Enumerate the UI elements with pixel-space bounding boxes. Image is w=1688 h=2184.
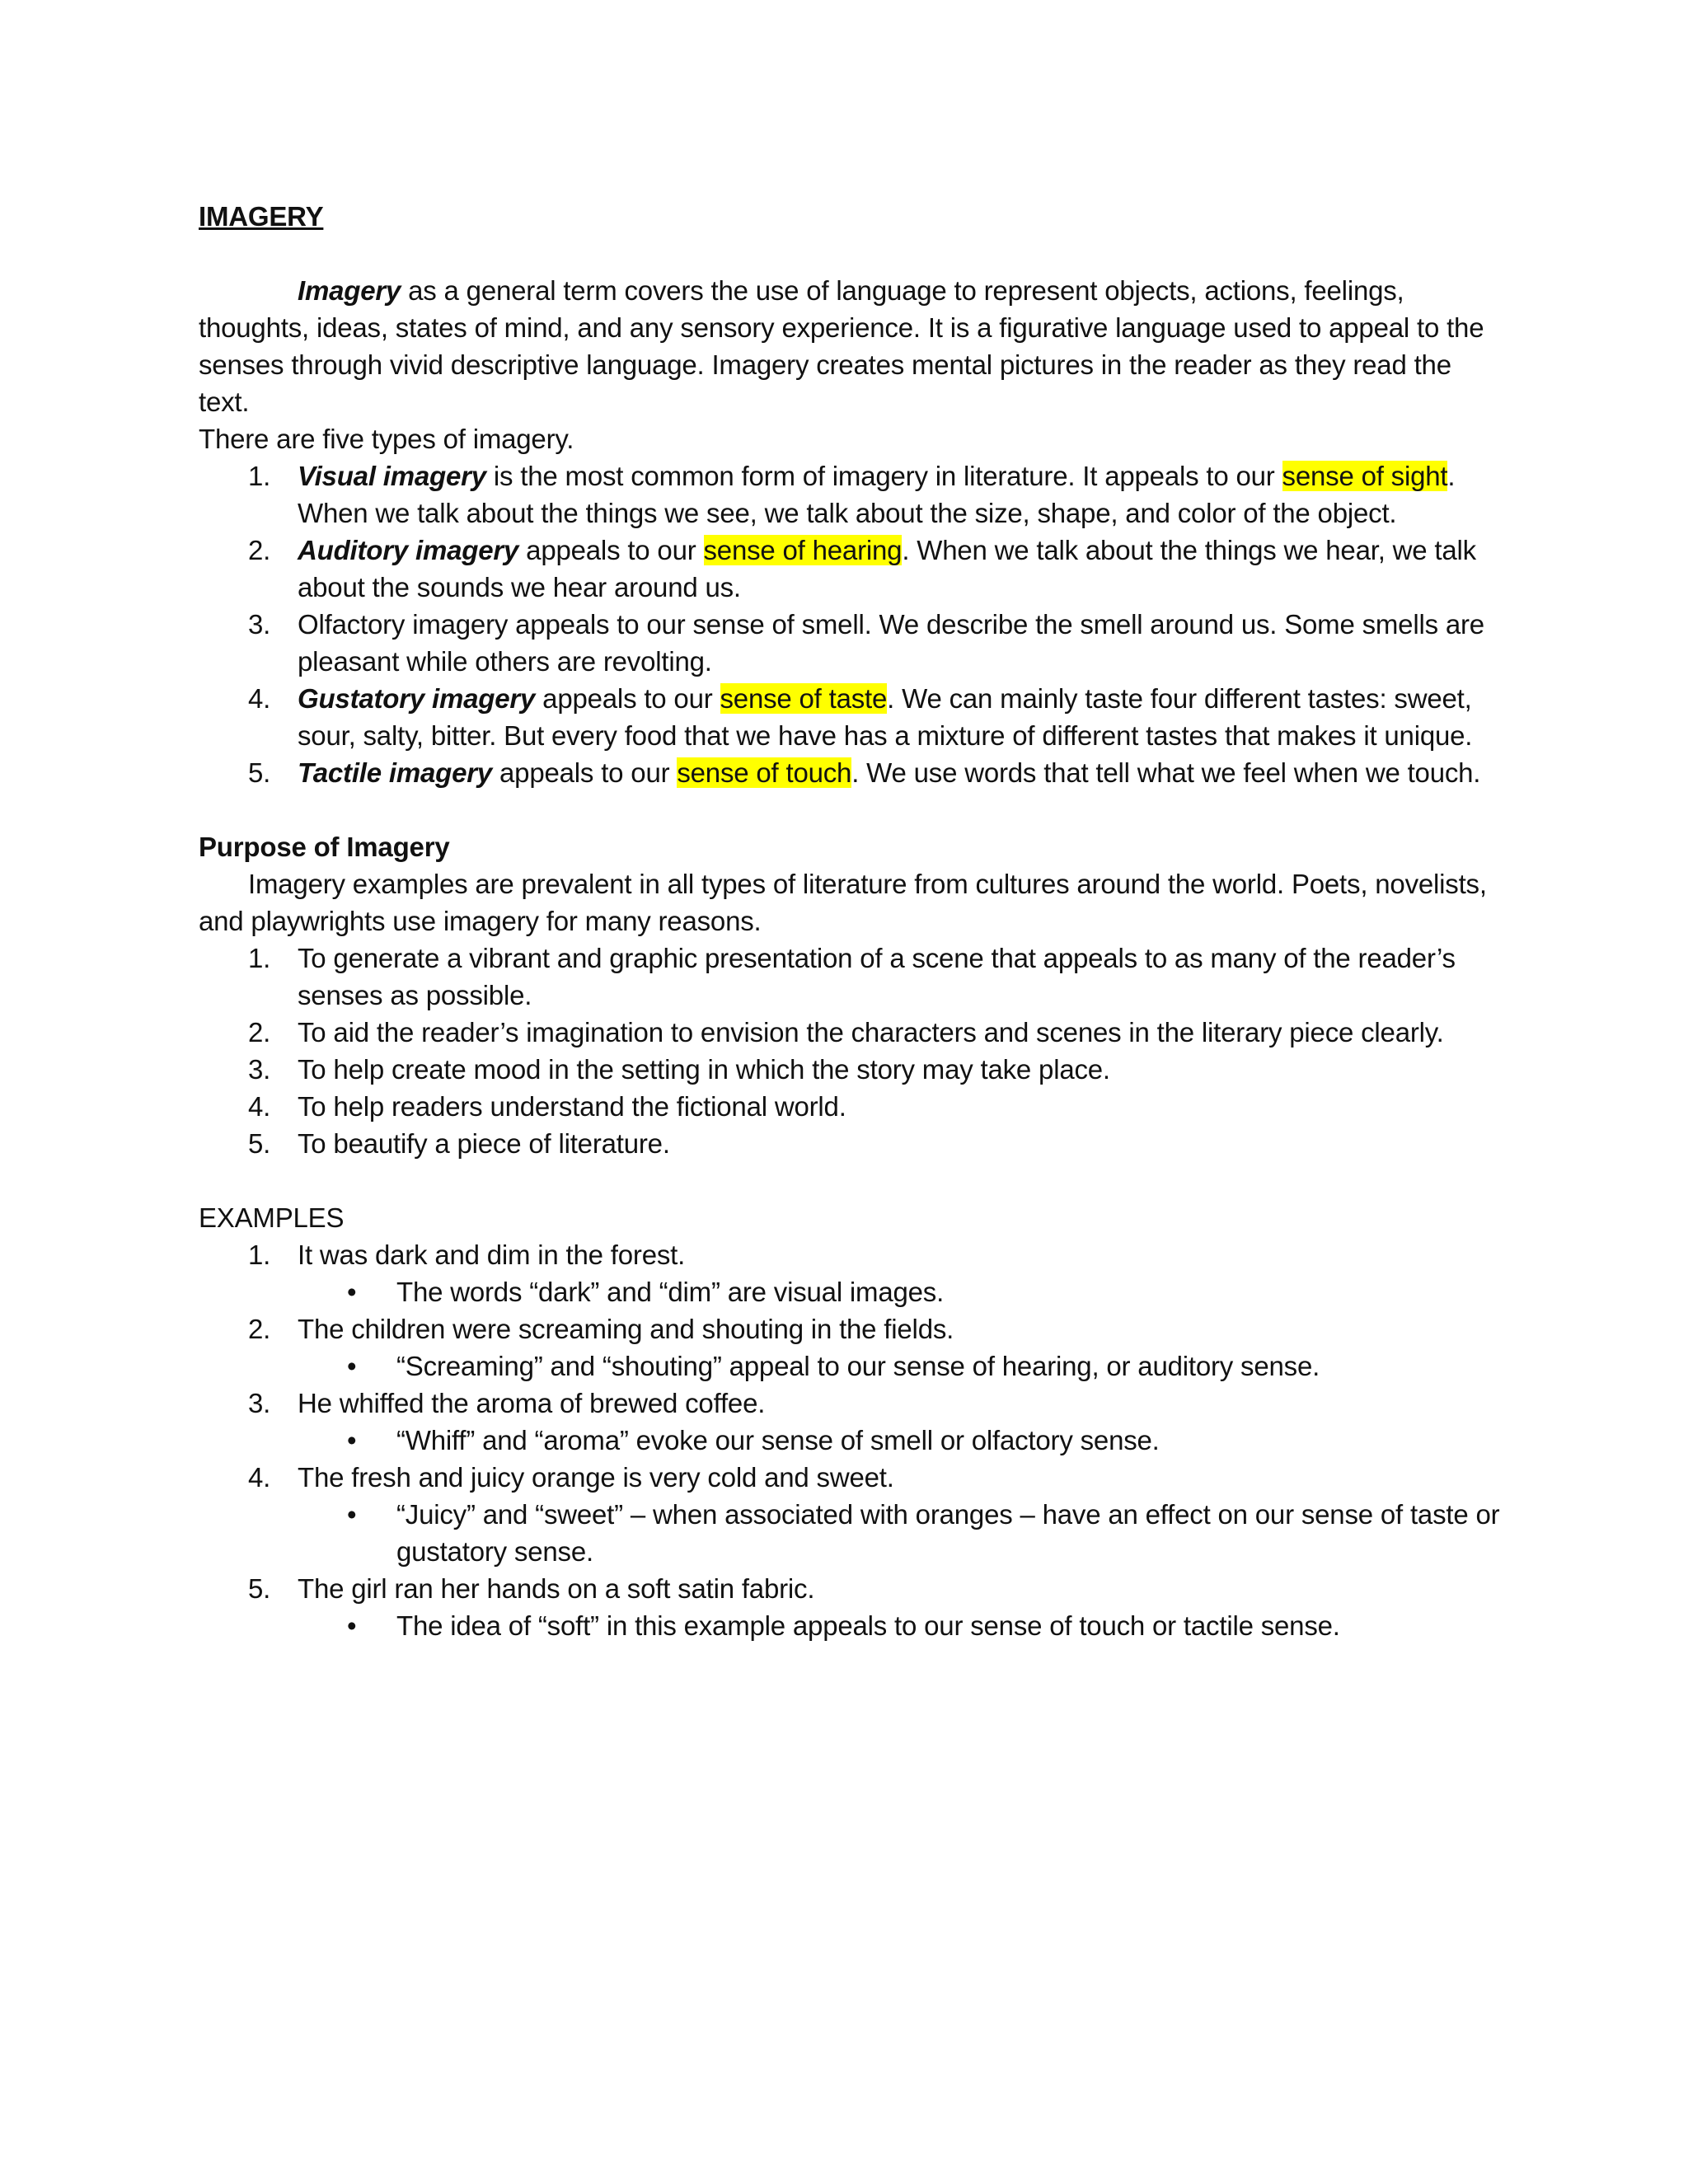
item-number: 3. (248, 1054, 271, 1085)
type-text: is the most common form of imagery in literature. It appeals to our (485, 461, 1282, 491)
list-item (199, 680, 1501, 754)
bullet-icon: • (347, 1351, 357, 1381)
highlighted-text: sense of hearing (703, 535, 903, 565)
list-item (199, 1125, 1501, 1162)
examples-list (199, 1236, 1501, 1273)
list-item (199, 1051, 1501, 1088)
type-text: appeals to our (535, 683, 720, 714)
list-item (199, 1014, 1501, 1051)
purpose-heading: Purpose of Imagery (199, 832, 450, 862)
example-notes (199, 1496, 1501, 1570)
list-item (199, 457, 1501, 532)
item-number: 4. (248, 1462, 271, 1493)
item-text: To aid the reader’s imagination to envision the characters and scenes in the literary piece clearly. (298, 1017, 1444, 1047)
purpose-paragraph: Imagery examples are prevalent in all types of literature from cultures around the world. Poets, novelists, and playwrights use imagery for many reasons. (199, 869, 1487, 936)
item-number: 2. (248, 1314, 271, 1344)
purpose-list (199, 940, 1501, 1162)
type-term: Tactile imagery (298, 757, 493, 788)
list-item (199, 1459, 1501, 1496)
bullet-icon: • (347, 1425, 357, 1455)
intro-paragraph (199, 272, 1501, 420)
example-sentence: He whiffed the aroma of brewed coffee. (298, 1388, 766, 1418)
type-text: appeals to our (492, 757, 678, 788)
type-text-end: . When we talk about the things we see, we talk about the size, shape, and color of the object. (298, 461, 1456, 528)
examples-list (199, 1459, 1501, 1496)
examples-list (199, 1570, 1501, 1607)
example-note: The idea of “soft” in this example appeals to our sense of touch or tactile sense. (396, 1610, 1340, 1641)
list-item (199, 1496, 1501, 1570)
item-number: 5. (248, 1128, 271, 1159)
item-number: 2. (248, 1017, 271, 1047)
intro-term: Imagery (298, 275, 401, 306)
list-item (199, 1236, 1501, 1273)
examples-list (199, 1310, 1501, 1347)
type-text: appeals to our (518, 535, 704, 565)
list-item (199, 1273, 1501, 1310)
example-notes (199, 1347, 1501, 1385)
list-item (199, 1422, 1501, 1459)
type-term: Visual imagery (298, 461, 486, 491)
example-sentence: The children were screaming and shouting in the fields. (298, 1314, 954, 1344)
list-item (199, 754, 1501, 791)
item-number: 1. (248, 461, 271, 491)
item-number: 5. (248, 757, 271, 788)
item-number: 2. (248, 535, 271, 565)
example-notes (199, 1607, 1501, 1644)
item-number: 5. (248, 1573, 271, 1604)
item-number: 1. (248, 1240, 271, 1270)
highlighted-text: sense of taste (720, 683, 888, 714)
type-text-end: . When we talk about the things we hear, we talk about the sounds we hear around us. (298, 535, 1476, 602)
bullet-icon: • (347, 1277, 357, 1307)
type-text-end: . We use words that tell what we feel when we touch. (851, 757, 1481, 788)
example-sentence: The girl ran her hands on a soft satin fabric. (298, 1573, 815, 1604)
highlighted-text: sense of sight (1282, 461, 1448, 491)
spacer (199, 1162, 1501, 1199)
item-number: 4. (248, 683, 271, 714)
type-text-end: . We can mainly taste four different tastes: sweet, sour, salty, bitter. But every food that we have has a mixture of different tastes that makes it unique. (298, 683, 1473, 751)
bullet-icon: • (347, 1610, 357, 1641)
examples-heading: EXAMPLES (199, 1202, 345, 1233)
type-text: Olfactory imagery appeals to our sense of smell. We describe the smell around us. Some smells are pleasant while others are revolting. (298, 609, 1484, 677)
types-intro: There are five types of imagery. (199, 424, 574, 454)
list-item (199, 606, 1501, 680)
example-note: “Whiff” and “aroma” evoke our sense of smell or olfactory sense. (396, 1425, 1160, 1455)
item-text: To help readers understand the fictional world. (298, 1091, 846, 1122)
item-text: To help create mood in the setting in which the story may take place. (298, 1054, 1110, 1085)
item-number: 1. (248, 943, 271, 973)
intro-text: as a general term covers the use of language to represent objects, actions, feelings, thoughts, ideas, states of mind, and any sensory experience. It is a figurative language used to appeal to the senses through vivid descriptive language. Imagery creates mental pictures in the reader as they read the text. (199, 275, 1484, 417)
spacer (199, 791, 1501, 828)
document-page (199, 198, 1501, 1644)
list-item (199, 532, 1501, 606)
item-number: 3. (248, 609, 271, 640)
example-note: The words “dark” and “dim” are visual images. (396, 1277, 945, 1307)
list-item (199, 1570, 1501, 1607)
example-notes (199, 1273, 1501, 1310)
item-text: To beautify a piece of literature. (298, 1128, 670, 1159)
example-sentence: It was dark and dim in the forest. (298, 1240, 686, 1270)
list-item (199, 1385, 1501, 1422)
bullet-icon: • (347, 1499, 357, 1530)
item-number: 4. (248, 1091, 271, 1122)
example-note: “Juicy” and “sweet” – when associated with oranges – have an effect on our sense of taste or gustatory sense. (396, 1499, 1500, 1567)
item-text: To generate a vibrant and graphic presentation of a scene that appeals to as many of the reader’s senses as possible. (298, 943, 1456, 1010)
item-number: 3. (248, 1388, 271, 1418)
type-term: Gustatory imagery (298, 683, 536, 714)
type-term: Auditory imagery (298, 535, 519, 565)
page-title: IMAGERY (199, 201, 324, 232)
examples-list (199, 1385, 1501, 1422)
list-item (199, 1347, 1501, 1385)
example-sentence: The fresh and juicy orange is very cold and sweet. (298, 1462, 894, 1493)
example-notes (199, 1422, 1501, 1459)
highlighted-text: sense of touch (677, 757, 852, 788)
list-item (199, 1310, 1501, 1347)
imagery-types-list (199, 457, 1501, 791)
list-item (199, 940, 1501, 1014)
example-note: “Screaming” and “shouting” appeal to our sense of hearing, or auditory sense. (396, 1351, 1320, 1381)
list-item (199, 1607, 1501, 1644)
list-item (199, 1088, 1501, 1125)
